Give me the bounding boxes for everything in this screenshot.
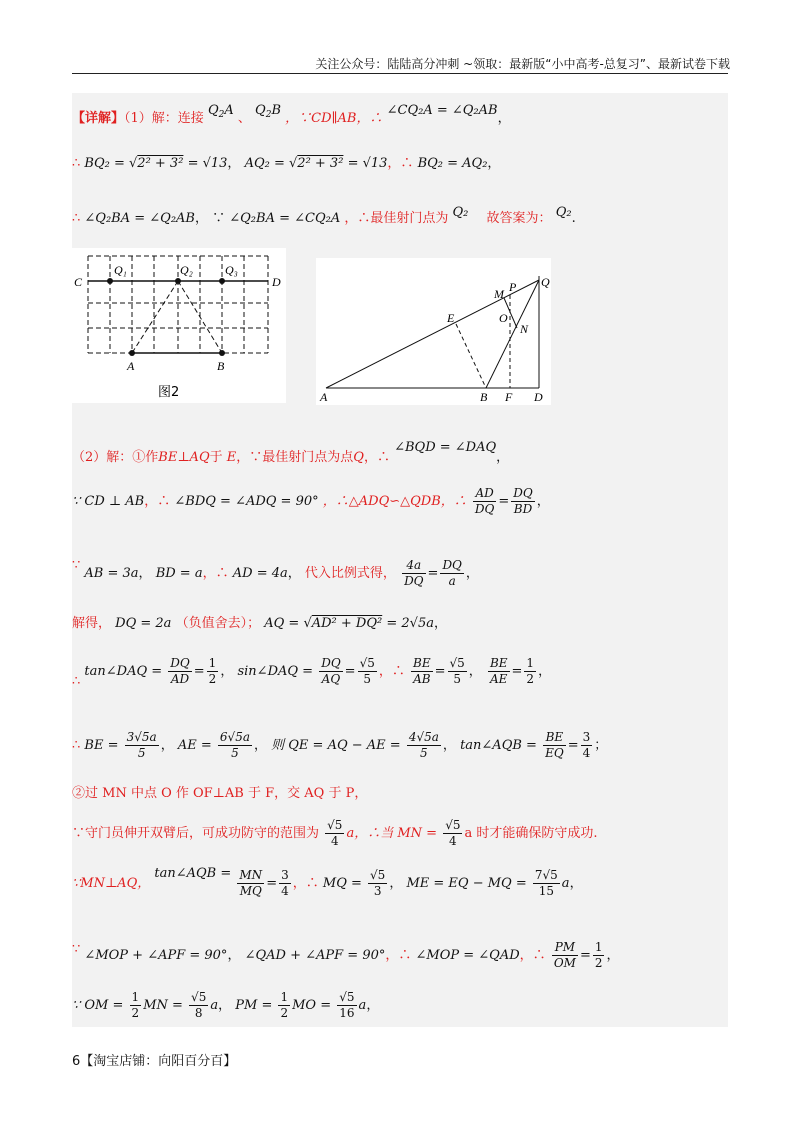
point-q1	[107, 278, 113, 284]
label-b: B	[217, 359, 225, 373]
part1-line2: ∴ BQ₂ = √2² + 3² = √13， AQ₂ = √2² + 3² = √13，∴ BQ₂ = AQ₂，	[72, 156, 501, 171]
figure-triangle-svg	[316, 258, 551, 405]
part2-line8: ∵守门员伸开双臂后，可成功防守的范围为 $\frac{√5}{4}$ a，∴当 MN = $\frac{√5}{4}$ a 时才能确保防守成功.	[72, 818, 598, 848]
part2-line6: ∴ BE = $\frac{3√5a}{5}$ ， AE = $\frac{6√5a}{5}$ ， 则 QE = AQ − AE = $\frac{4√5a}{5}$ ， tan∠AQB = $\frac{BE}{EQ}$ = $\frac{3}{4}$ ；	[72, 730, 608, 760]
part2-line3: ∵ AB = 3a， BD = a，∴ AD = 4a， 代入比例式得， $\frac{4a}{DQ}$ = $\frac{DQ}{a}$ ，	[72, 558, 479, 588]
label-f: F	[505, 390, 513, 404]
label-c: C	[74, 275, 83, 289]
label-b2: B	[480, 390, 488, 404]
figure-grid-svg	[72, 248, 286, 403]
label-a: A	[127, 359, 135, 373]
point-q3	[219, 278, 225, 284]
header-divider	[72, 73, 728, 74]
label-e: E	[447, 311, 455, 325]
label-q: Q	[541, 275, 550, 289]
figure-triangle	[316, 258, 551, 405]
point-a	[129, 350, 135, 356]
part2-line5: ∴ tan∠DAQ = $\frac{DQ}{AD}$ = $\frac{1}{2}$ ， sin∠DAQ = $\frac{DQ}{AQ}$ = $\frac{√5}{5}$ ，∴ $\frac{BE}{AB}$ = $\frac{√5}{5}$ ， $\frac{BE}{AE}$ = $\frac{1}{2}$ ，	[72, 656, 552, 689]
part2-line9: ∵MN⊥AQ， tan∠AQB = $\frac{MN}{MQ}$ = $\frac{3}{4}$ ，∴ MQ = $\frac{√5}{3}$ ， ME = EQ − MQ = $\frac{7√5}{15}$ a，	[72, 866, 583, 898]
part2-line1: （2）解：①作BE⊥AQ于 E，∵最佳射门点为点Q，∴ ∠BQD = ∠DAQ，	[72, 440, 510, 465]
page-header: 关注公众号：陆陆高分冲刺 ~领取：最新版“小中高考-总复习”、最新试卷下载	[315, 57, 730, 71]
label-o: O	[499, 311, 508, 325]
part2-line2: ∵ CD ⊥ AB，∴ ∠BDQ = ∠ADQ = 90° ，∴△ADQ∽△QDB，∴ $\frac{AD}{DQ}$ = $\frac{DQ}{BD}$ ，	[72, 486, 550, 516]
label-q3: Q₃	[225, 263, 238, 277]
part2-line11: ∵ OM = $\frac{1}{2}$ MN = $\frac{√5}{8}$ a， PM = $\frac{1}{2}$ MO = $\frac{√5}{16}$ a，	[72, 990, 380, 1020]
page-footer: 6【淘宝店铺：向阳百分百】	[72, 1054, 237, 1069]
label-p: P	[509, 280, 517, 294]
detail-tag: 【详解】	[72, 111, 125, 126]
part1-line1: 【详解】（1）解：连接 $Q_2A$ 、 $Q_2B$ ，∵CD∥AB，∴ ∠CQ₂A = ∠Q₂AB，	[72, 103, 511, 126]
point-q2	[175, 278, 181, 284]
figure-caption: 图2	[158, 385, 180, 400]
part2-line4: 解得， DQ = 2a （负值舍去）； AQ = √AD² + DQ² = 2√5a，	[72, 616, 447, 631]
part2-line7: ②过 MN 中点 O 作 OF⊥AB 于 F，交 AQ 于 P，	[72, 786, 368, 801]
point-b	[219, 350, 225, 356]
label-d: D	[272, 275, 281, 289]
label-a2: A	[320, 390, 328, 404]
label-q2: Q₂	[180, 263, 193, 277]
label-m: M	[494, 287, 504, 301]
label-d2: D	[534, 390, 543, 404]
part2-line10: ∵ ∠MOP + ∠APF = 90°， ∠QAD + ∠APF = 90°，∴ ∠MOP = ∠QAD，∴ $\frac{PM}{OM}$ = $\frac{1}{2}$ ，	[72, 940, 620, 970]
label-q1: Q₁	[114, 263, 127, 277]
figure-grid	[72, 248, 286, 403]
part1-line3: ∴ ∠Q₂BA = ∠Q₂AB， ∵ ∠Q₂BA = ∠CQ₂A ，∴最佳射门点为 Q₂ 故答案为： Q₂.	[72, 205, 576, 226]
label-n: N	[520, 322, 529, 336]
equation-angle: ∠CQ₂A = ∠Q₂AB	[386, 103, 498, 118]
